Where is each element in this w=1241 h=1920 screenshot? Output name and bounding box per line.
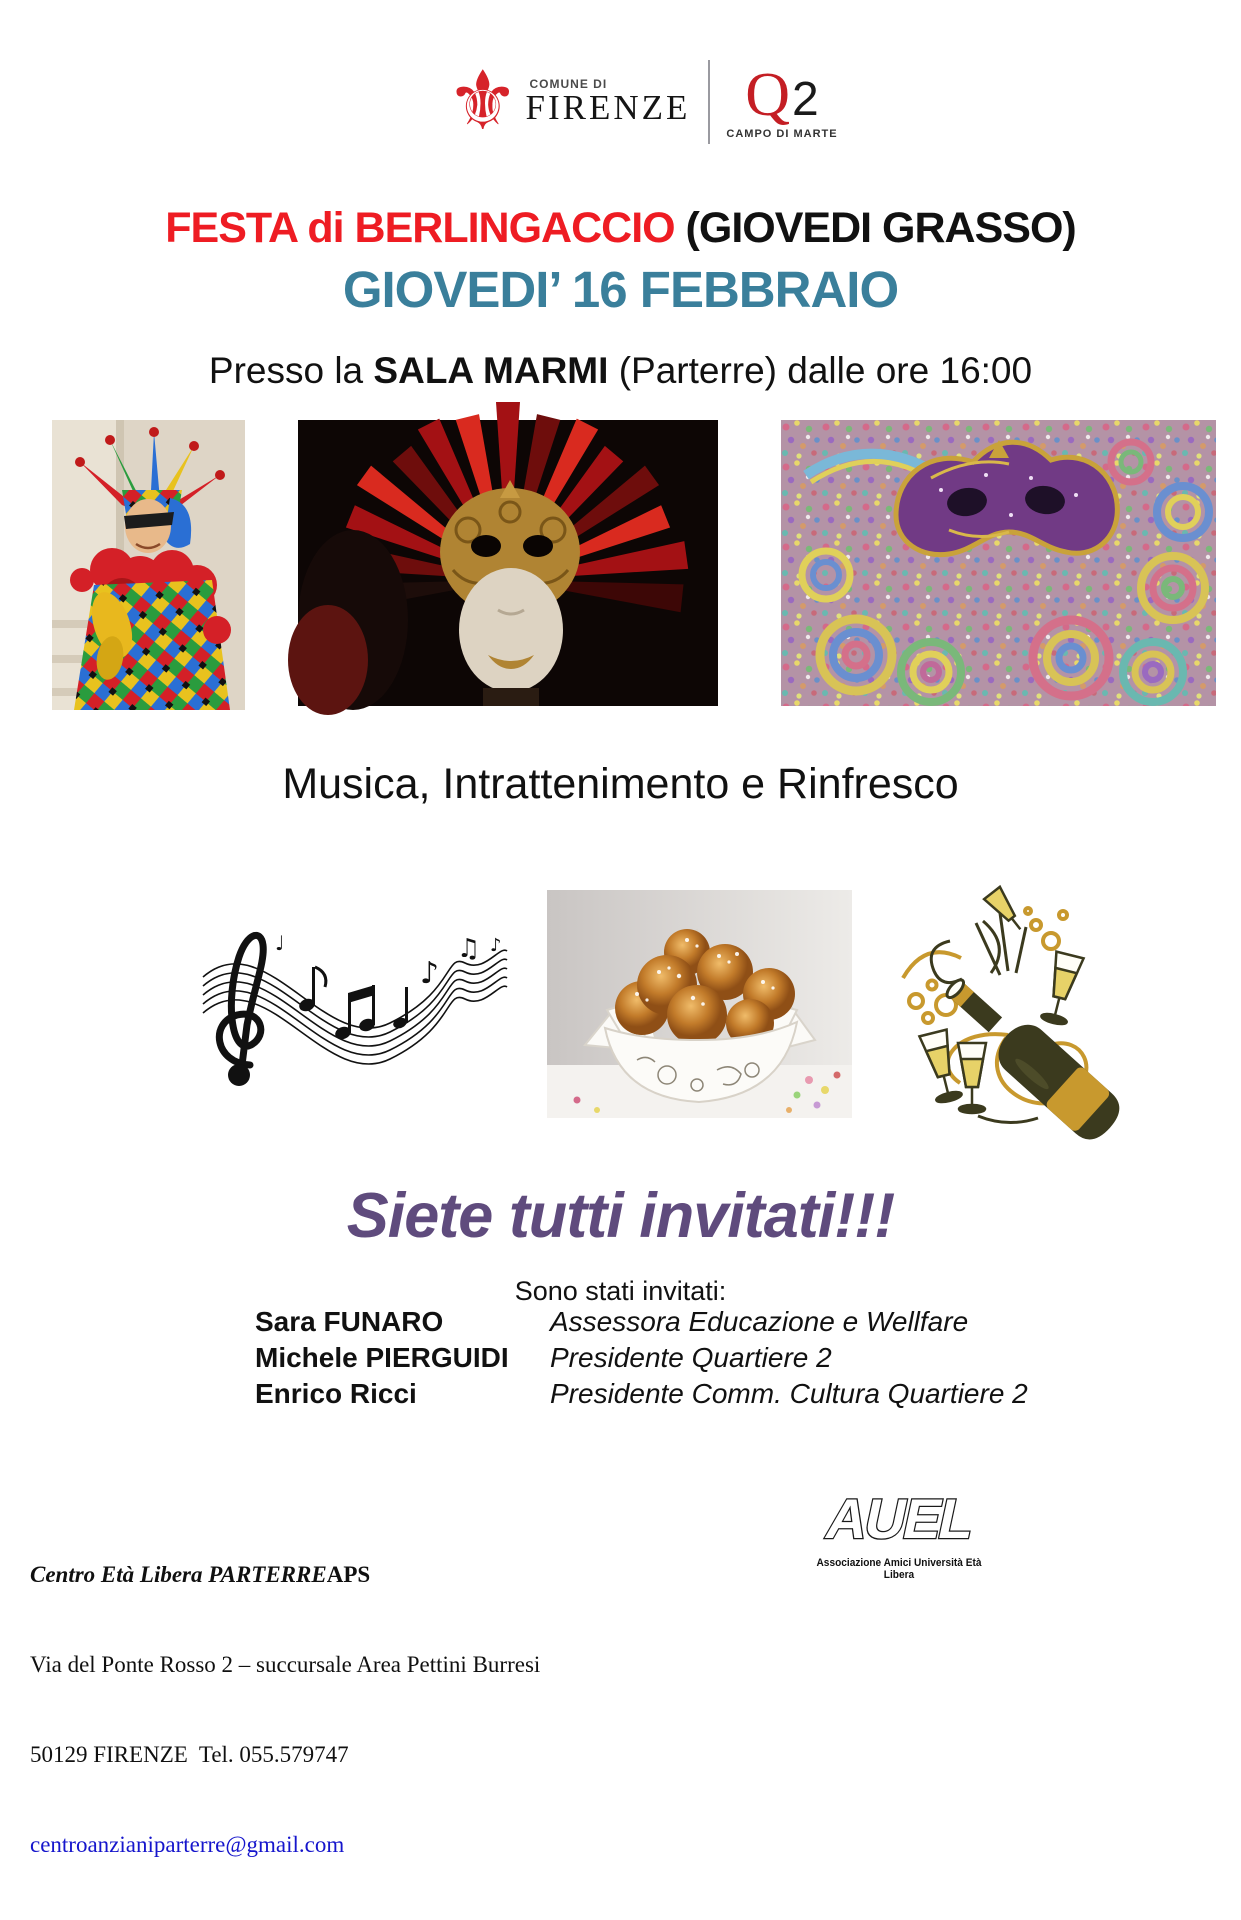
footer-contact bbox=[30, 1500, 540, 1920]
auel-letters: AUEL bbox=[820, 1487, 979, 1550]
red-feather-mask-photo bbox=[298, 420, 718, 706]
fleur-de-lis-icon: ⚜ bbox=[446, 56, 520, 147]
auel-wordmark bbox=[794, 1488, 1004, 1552]
fritters-bowl-photo bbox=[547, 890, 852, 1118]
guest-role: Presidente Comm. Cultura Quartiere 2 bbox=[550, 1378, 1028, 1409]
logo-divider bbox=[708, 60, 710, 144]
svg-text:♪: ♪ bbox=[490, 935, 502, 956]
email-link[interactable]: centroanzianiparterre@gmail.com bbox=[30, 1832, 345, 1857]
purple-mask-confetti-photo bbox=[781, 420, 1216, 706]
svg-text:♩: ♩ bbox=[275, 931, 285, 955]
org-name bbox=[30, 1560, 540, 1590]
title-festa: FESTA di BERLINGACCIO bbox=[165, 204, 675, 252]
comune-di-label: COMUNE DI bbox=[529, 76, 608, 91]
venue-pre: Presso la bbox=[208, 350, 374, 391]
q2-logo bbox=[726, 61, 838, 140]
guest-name: Enrico Ricci bbox=[255, 1378, 417, 1409]
org-city-tel: 50129 FIRENZE Tel. 055.579747 bbox=[30, 1742, 349, 1767]
treble-clef bbox=[219, 935, 263, 1086]
guest-row bbox=[255, 1342, 1028, 1378]
q2-number-2: 2 bbox=[792, 73, 819, 126]
guest-role: Presidente Quartiere 2 bbox=[550, 1342, 832, 1373]
guest-role: Assessora Educazione e Wellfare bbox=[550, 1306, 969, 1337]
header-logos bbox=[446, 50, 838, 154]
venue-post: (Parterre) dalle ore 16:00 bbox=[608, 350, 1033, 391]
campo-di-marte-label: CAMPO DI MARTE bbox=[726, 128, 838, 140]
champagne-clipart bbox=[888, 883, 1108, 1138]
title-venue bbox=[0, 350, 1241, 392]
auel-caption: Associazione Amici Università Età Libera bbox=[816, 1557, 982, 1581]
auel-logo bbox=[793, 1488, 1005, 1581]
music-notes-clipart bbox=[195, 905, 515, 1110]
invite-headline: Siete tutti invitati!!! bbox=[346, 1181, 895, 1251]
org-name-aps: APS bbox=[326, 1562, 371, 1587]
comune-firenze-logo bbox=[526, 77, 691, 128]
title-giovedi-grasso: (GIOVEDI GRASSO) bbox=[674, 204, 1076, 252]
title-line1 bbox=[0, 204, 1241, 253]
guest-name: Michele PIERGUIDI bbox=[255, 1342, 509, 1373]
q2-letter-q: Q bbox=[745, 61, 791, 129]
guest-row bbox=[255, 1378, 1028, 1414]
invite-intro: Sono stati invitati: bbox=[514, 1276, 727, 1306]
title-date: GIOVEDI’ 16 FEBBRAIO bbox=[342, 261, 899, 318]
guest-row bbox=[255, 1306, 1028, 1342]
org-name-italic: Centro Età Libera PARTERRE bbox=[30, 1562, 327, 1587]
venue-sala-marmi: SALA MARMI bbox=[373, 350, 609, 391]
firenze-label: FIRENZE bbox=[525, 87, 691, 127]
svg-text:♫: ♫ bbox=[457, 934, 481, 964]
svg-text:♪: ♪ bbox=[420, 956, 440, 991]
harlequin-jester-photo bbox=[52, 420, 245, 710]
guest-list bbox=[255, 1306, 1028, 1414]
subtitle: Musica, Intrattenimento e Rinfresco bbox=[282, 760, 959, 808]
guest-name: Sara FUNARO bbox=[255, 1306, 444, 1337]
org-address: Via del Ponte Rosso 2 – succursale Area Pettini Burresi bbox=[30, 1652, 541, 1677]
